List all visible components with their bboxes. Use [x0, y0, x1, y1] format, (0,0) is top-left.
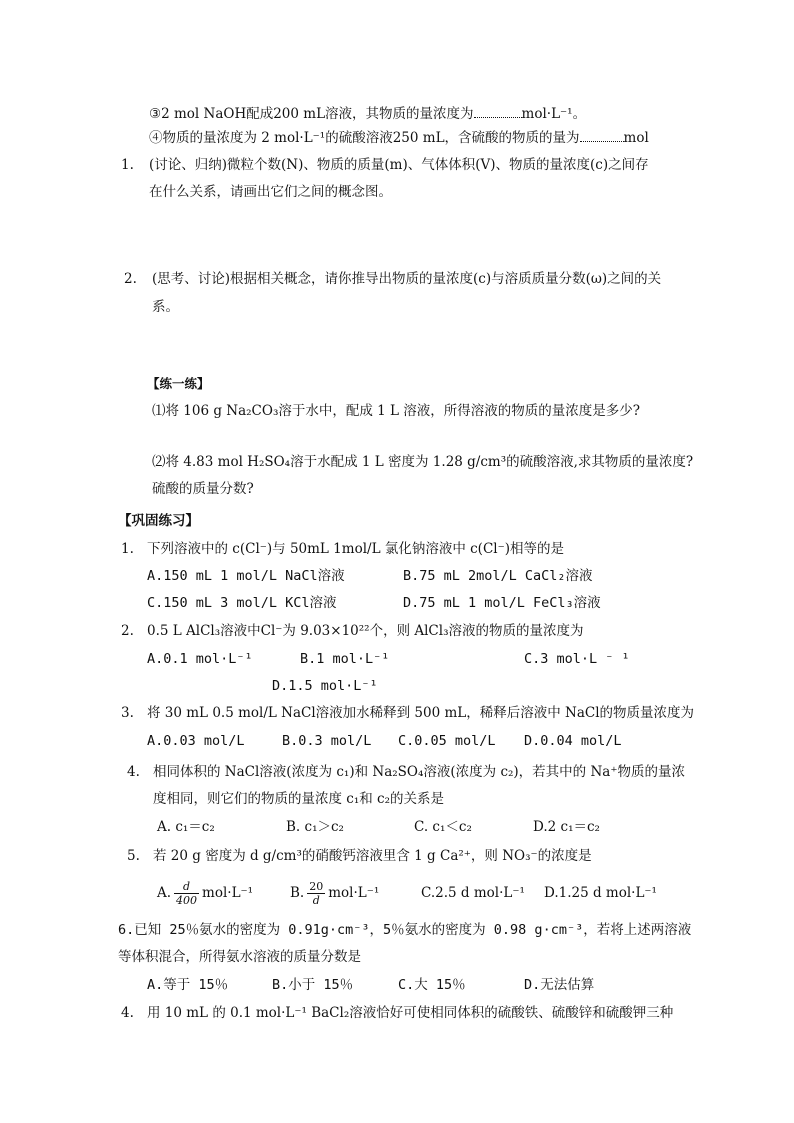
question-4-number: 4.: [127, 764, 140, 780]
fraction-denominator: 400: [176, 894, 198, 907]
question-1-option-a: A.150 mL 1 mol/L NaCl溶液: [147, 568, 345, 584]
question-5-stem: 若 20 g 密度为 d g/cm³的硝酸钙溶液里含 1 g Ca²⁺，则 NO₃⁻的浓度是: [153, 848, 592, 864]
fraction-d-over-400: [174, 880, 199, 907]
discussion-2-line-1: (思考、讨论)根据相关概念，请你推导出物质的量浓度(c)与溶质质量分数(ω)之间的关: [152, 271, 662, 287]
question-6-option-a: A.等于 15％: [147, 977, 229, 993]
fraction-20-over-d: [307, 880, 325, 907]
question-6-stem-line-1: 6.已知 25％氨水的密度为 0.91g·cm⁻³，5％氨水的密度为 0.98 g·cm⁻³，若将上述两溶液: [118, 922, 692, 938]
question-3-option-a: A.0.03 mol/L: [147, 733, 245, 749]
question-5-option-a: [157, 876, 253, 910]
option-b-label: B.: [290, 885, 305, 901]
question-2-option-a: A.0.1 mol·L⁻¹: [147, 651, 253, 667]
answer-blank[interactable]: [580, 129, 624, 142]
question-2-stem: 0.5 L AlCl₃溶液中Cl⁻为 9.03×10²²个，则 AlCl₃溶液的物质的量浓度为: [147, 623, 584, 639]
intro-line-3-prefix: ③2 mol NaOH配成200 mL溶液，其物质的量浓度为: [149, 106, 474, 122]
question-1-number: 1.: [121, 541, 134, 557]
intro-line-4-suffix: mol: [623, 130, 649, 146]
question-1-option-d: D.75 mL 1 mol/L FeCl₃溶液: [403, 595, 601, 611]
practice-question-1: ⑴将 106 g Na₂CO₃溶于水中，配成 1 L 溶液，所得溶液的物质的量浓度是多少?: [152, 403, 641, 419]
fraction-numerator: 20: [309, 880, 324, 893]
intro-line-3-suffix: mol·L⁻¹。: [521, 106, 587, 122]
fraction-numerator: d: [174, 880, 199, 894]
question-3-option-b: B.0.3 mol/L: [282, 733, 372, 749]
question-1-stem: 下列溶液中的 c(Cl⁻)与 50mL 1mol/L 氯化钠溶液中 c(Cl⁻)相等的是: [147, 541, 564, 557]
answer-blank[interactable]: [474, 105, 522, 118]
intro-line-4-prefix: ④物质的量浓度为 2 mol·L⁻¹的硫酸溶液250 mL，含硫酸的物质的量为: [149, 130, 580, 146]
practice-question-2-line-1: ⑵将 4.83 mol H₂SO₄溶于水配成 1 L 密度为 1.28 g/cm³的硫酸溶液,求其物质的量浓度?: [152, 454, 694, 470]
discussion-1-number: 1.: [121, 157, 134, 173]
intro-line-3: [149, 105, 586, 123]
question-4-stem-line-1: 相同体积的 NaCl溶液(浓度为 c₁)和 Na₂SO₄溶液(浓度为 c₂)，若其中的 Na⁺物质的量浓: [153, 764, 685, 780]
question-5-option-c: C.2.5 d mol·L⁻¹: [421, 885, 525, 901]
question-1-option-c: C.150 mL 3 mol/L KCl溶液: [147, 595, 337, 611]
option-b-unit: mol·L⁻¹: [328, 885, 380, 901]
discussion-2-number: 2.: [124, 271, 137, 287]
question-3-stem: 将 30 mL 0.5 mol/L NaCl溶液加水稀释到 500 mL，稀释后溶液中 NaCl的物质量浓度为: [147, 705, 695, 721]
question-5-number: 5.: [127, 848, 140, 864]
intro-line-4: [149, 129, 649, 147]
question-6-option-b: B.小于 15％: [272, 977, 354, 993]
consolidate-heading: 【巩固练习】: [118, 513, 199, 529]
discussion-2-line-2: 系。: [152, 299, 179, 315]
question-6-option-c: C.大 15％: [398, 977, 466, 993]
question-6-option-d: D.无法估算: [524, 977, 595, 993]
question-5-option-d: D.1.25 d mol·L⁻¹: [544, 885, 657, 901]
question-4-option-a: A. c₁＝c₂: [157, 819, 215, 835]
question-2-option-c: C.3 mol·L ⁻ ¹: [524, 651, 630, 667]
question-2-number: 2.: [121, 623, 134, 639]
question-4-option-c: C. c₁＜c₂: [414, 819, 472, 835]
discussion-1-line-2: 在什么关系，请画出它们之间的概念图。: [149, 184, 392, 200]
question-3-number: 3.: [121, 705, 134, 721]
practice-question-2-line-2: 硫酸的质量分数?: [152, 481, 254, 497]
question-5-option-b: [290, 876, 379, 910]
question-2-option-b: B.1 mol·L⁻¹: [300, 651, 390, 667]
discussion-1-line-1: (讨论、归纳)微粒个数(N)、物质的质量(m)、气体体积(V)、物质的量浓度(c)之间存: [149, 157, 649, 173]
question-1-option-b: B.75 mL 2mol/L CaCl₂溶液: [403, 568, 593, 584]
question-4-option-b: B. c₁＞c₂: [286, 819, 344, 835]
option-a-unit: mol·L⁻¹: [202, 885, 254, 901]
question-7-stem: 用 10 mL 的 0.1 mol·L⁻¹ BaCl₂溶液恰好可使相同体积的硫酸铁、硫酸锌和硫酸钾三种: [147, 1005, 674, 1021]
fraction-denominator: d: [312, 894, 320, 907]
question-2-option-d: D.1.5 mol·L⁻¹: [272, 678, 378, 694]
option-a-label: A.: [157, 885, 172, 901]
question-3-option-c: C.0.05 mol/L: [398, 733, 496, 749]
question-3-option-d: D.0.04 mol/L: [524, 733, 622, 749]
question-4-stem-line-2: 度相同，则它们的物质的量浓度 c₁和 c₂的关系是: [153, 791, 445, 807]
question-7-number: 4.: [121, 1005, 134, 1021]
question-4-option-d: D.2 c₁＝c₂: [533, 819, 600, 835]
practice-heading: 【练一练】: [147, 376, 210, 391]
question-6-stem-line-2: 等体积混合，所得氨水溶液的质量分数是: [118, 949, 361, 965]
